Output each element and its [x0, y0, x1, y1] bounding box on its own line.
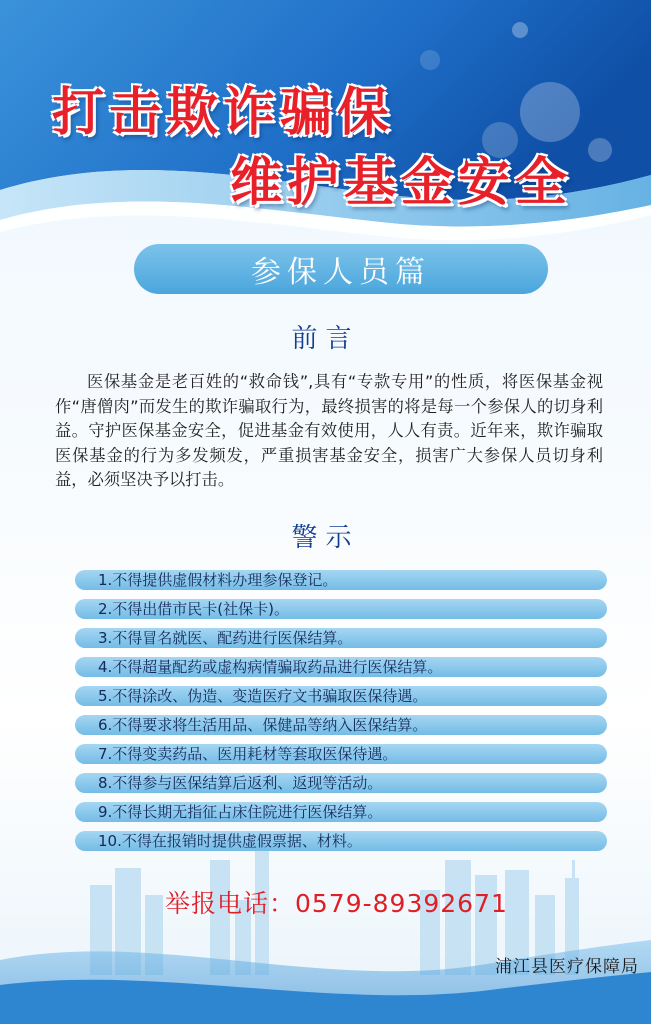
- issuer-name: 浦江县医疗保障局: [495, 957, 639, 977]
- main-title-line-2: 维护基金安全: [230, 153, 573, 213]
- warning-item: 9.不得长期无指征占床住院进行医保结算。: [75, 802, 607, 822]
- warning-item: 10.不得在报销时提供虚假票据、材料。: [75, 831, 607, 851]
- main-title-line-1: 打击欺诈骗保: [52, 83, 395, 143]
- warning-item: 5.不得涂改、伪造、变造医疗文书骗取医保待遇。: [75, 686, 607, 706]
- warning-heading: 警示: [291, 523, 360, 553]
- warning-item: 7.不得变卖药品、医用耗材等套取医保待遇。: [75, 744, 607, 764]
- report-hotline: 举报电话：0579-89392671: [165, 889, 508, 918]
- warning-item: 2.不得出借市民卡(社保卡)。: [75, 599, 607, 619]
- warning-item: 8.不得参与医保结算后返利、返现等活动。: [75, 773, 607, 793]
- preface-paragraph: 医保基金是老百姓的“救命钱”,具有“专款专用”的性质，将医保基金视作“唐僧肉”而发生的欺诈骗取行为，最终损害的将是每一个参保人的切身利益。守护医保基金安全，促进基金有效使用，人人有责。近年来，欺诈骗取医保基金的行为多发频发，严重损害基金安全，损害广大参保人员切身利益，必须坚决予以打击。: [55, 372, 603, 489]
- section-label-pill: 参保人员篇: [134, 244, 548, 294]
- warning-list: [75, 570, 607, 860]
- warning-item: 4.不得超量配药或虚构病情骗取药品进行医保结算。: [75, 657, 607, 677]
- warning-item: 1.不得提供虚假材料办理参保登记。: [75, 570, 607, 590]
- warning-item: 3.不得冒名就医、配药进行医保结算。: [75, 628, 607, 648]
- warning-item: 6.不得要求将生活用品、保健品等纳入医保结算。: [75, 715, 607, 735]
- preface-heading: 前言: [291, 324, 360, 354]
